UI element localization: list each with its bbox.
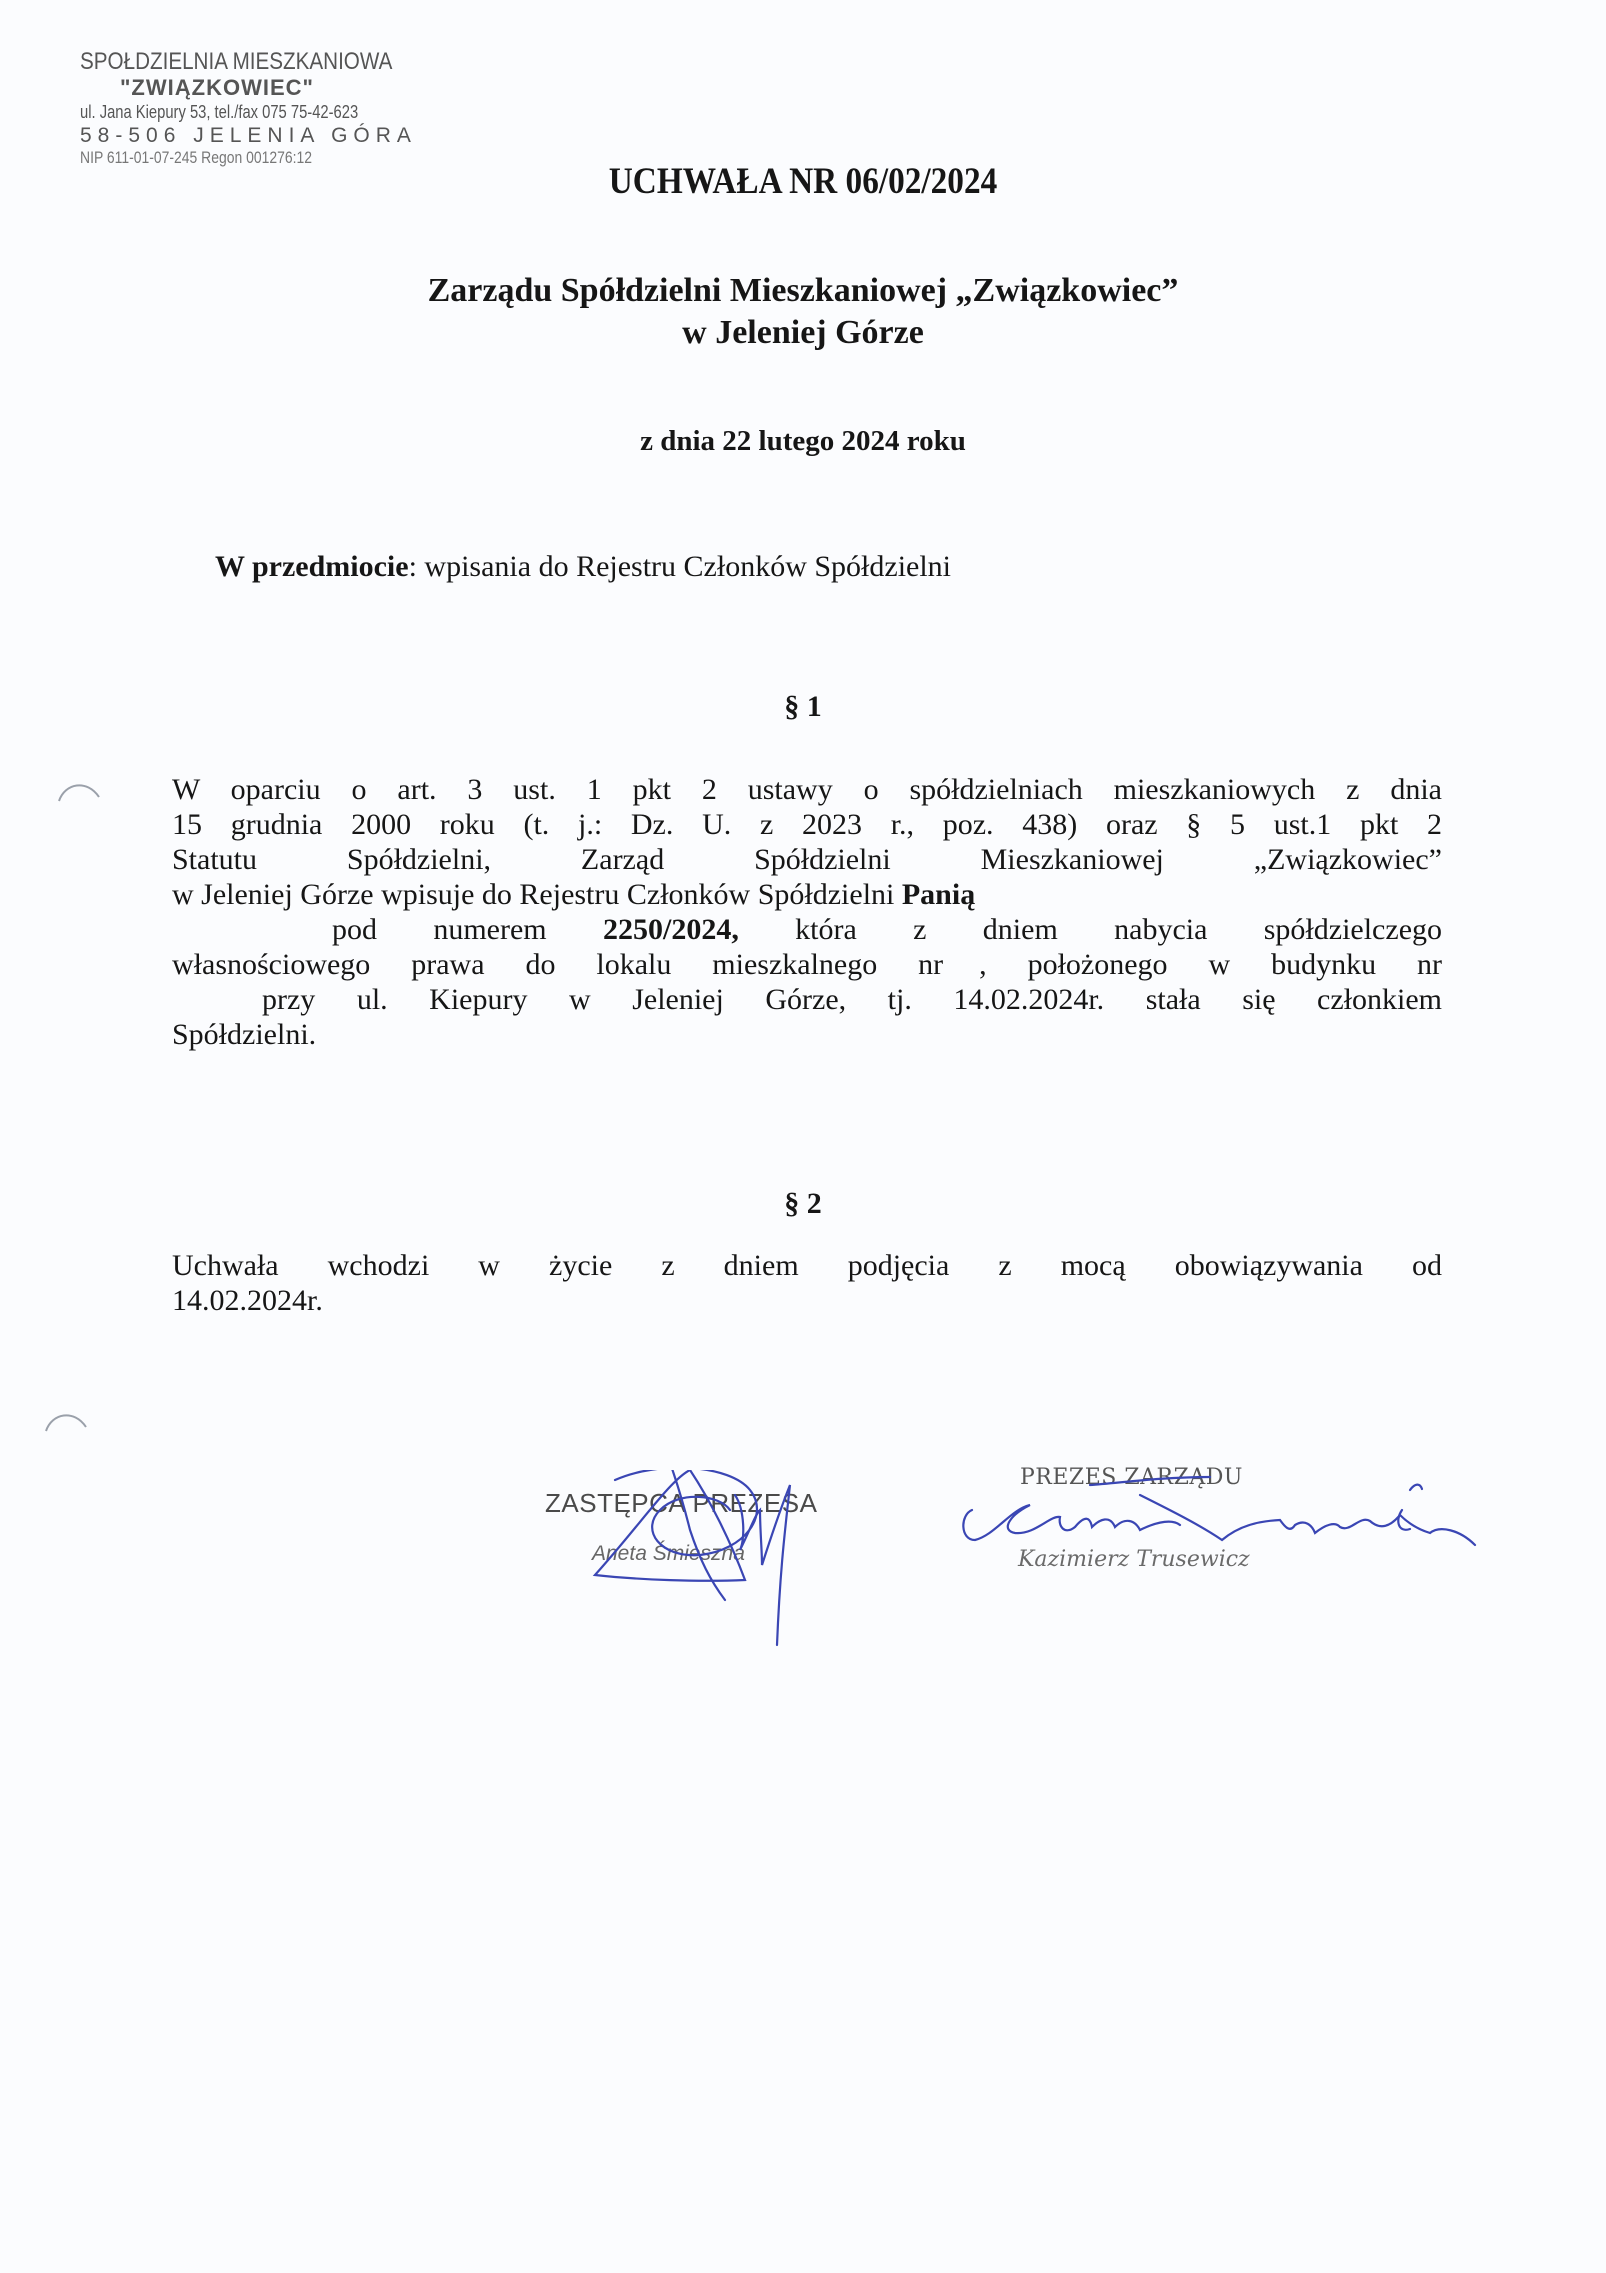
stamp-line-1: SPOŁDZIELNIA MIESZKANIOWA	[80, 48, 393, 75]
stamp-line-4: 58-506 JELENIA GÓRA	[80, 124, 417, 147]
member-number: 2250/2024,	[602, 913, 739, 946]
signature-deputy-president	[530, 1470, 950, 1670]
section-1-line	[172, 912, 1442, 947]
section-2-line: Uchwała wchodzi w życie z dniem podjęcia z mocą obowiązywania od	[172, 1249, 1442, 1282]
bold-pania: Panią	[901, 878, 976, 911]
section-2-line: 14.02.2024r.	[172, 1284, 323, 1317]
section-1-line-text: w Jeleniej Górze wpisuje do Rejestru Członków Spółdzielni	[172, 878, 902, 911]
signature-role: ZASTĘPCA PREZESA	[545, 1488, 818, 1518]
company-stamp	[80, 50, 440, 166]
line5-after: która z dniem nabycia spółdzielczego	[738, 913, 1443, 946]
section-1-line	[172, 947, 1442, 982]
section-1-body	[172, 772, 1442, 1052]
line5-before: pod numerem	[332, 913, 603, 946]
stamp-line-5: NIP 611-01-07-245 Regon 001276:12	[80, 148, 313, 167]
section-1-line: 15 grudnia 2000 roku (t. j.: Dz. U. z 2023 r., poz. 438) oraz § 5 ust.1 pkt 2	[172, 808, 1442, 841]
section-1-line	[172, 877, 1442, 912]
resolution-subtitle	[0, 270, 1606, 354]
punch-hole-mark-icon	[55, 775, 105, 805]
section-1-line: przy ul. Kiepury w Jeleniej Górze, tj. 14.02.2024r. stała się członkiem	[262, 983, 1442, 1016]
resolution-title: UCHWAŁA NR 06/02/2024	[608, 161, 998, 202]
line6-after: , położonego w budynku nr	[979, 948, 1442, 981]
subject-colon: :	[408, 550, 417, 583]
line6-before: własnościowego prawa do lokalu mieszkalnego nr	[172, 948, 944, 981]
section-1-heading: § 1	[784, 690, 822, 723]
signature-president	[940, 1455, 1500, 1605]
stamp-line-2: "ZWIĄZKOWIEC"	[120, 75, 314, 100]
subtitle-line-2: w Jeleniej Górze	[682, 314, 924, 351]
signature-name: Aneta Śmieszna	[592, 1542, 745, 1565]
section-2-body	[172, 1248, 1442, 1318]
subject-line	[215, 550, 951, 584]
section-1-line: Statutu Spółdzielni, Zarząd Spółdzielni Mieszkaniowej „Związkowiec”	[172, 843, 1442, 876]
signature-name: Kazimierz Trusewicz	[1018, 1547, 1250, 1572]
signature-role: PREZES ZARZĄDU	[1020, 1465, 1243, 1490]
stamp-line-3: ul. Jana Kiepury 53, tel./fax 075 75-42-623	[80, 102, 359, 122]
section-1-line: W oparciu o art. 3 ust. 1 pkt 2 ustawy o spółdzielniach mieszkaniowych z dnia	[172, 773, 1442, 806]
subject-label: W przedmiocie	[215, 550, 409, 583]
subject-text: wpisania do Rejestru Członków Spółdzielni	[416, 550, 952, 583]
section-2-heading: § 2	[784, 1187, 822, 1220]
punch-hole-mark-icon	[42, 1405, 92, 1435]
section-1-line: Spółdzielni.	[172, 1018, 317, 1051]
subtitle-line-1: Zarządu Spółdzielni Mieszkaniowej „Związkowiec”	[427, 272, 1179, 309]
resolution-date: z dnia 22 lutego 2024 roku	[640, 425, 966, 457]
